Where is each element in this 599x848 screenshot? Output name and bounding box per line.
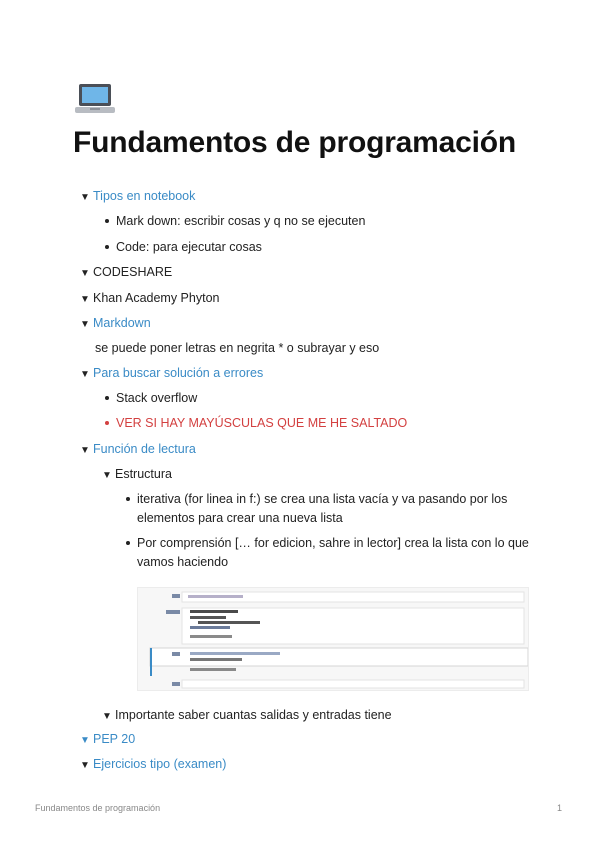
- errores-heading[interactable]: Para buscar solución a errores: [93, 366, 264, 380]
- list-item: Mark down: escribir cosas y q no se ejecuten: [116, 214, 366, 228]
- tipos-heading[interactable]: Tipos en notebook: [93, 189, 196, 203]
- triangle-down-icon: ▼: [80, 268, 90, 279]
- bullet-icon: [105, 245, 109, 249]
- bullet-icon: [105, 219, 109, 223]
- toggle-ejercicios[interactable]: [80, 756, 226, 774]
- triangle-down-icon: ▼: [80, 192, 90, 203]
- notebook-screenshot: [137, 587, 529, 691]
- toggle-tipos[interactable]: [80, 188, 195, 206]
- triangle-down-icon: ▼: [80, 319, 90, 330]
- laptop-icon: [74, 82, 116, 116]
- footer-title: Fundamentos de programación: [35, 803, 161, 813]
- toggle-lectura[interactable]: [80, 441, 196, 459]
- toggle-estructura[interactable]: [102, 466, 172, 484]
- page-number: 1: [557, 803, 563, 813]
- triangle-down-icon: ▼: [80, 760, 90, 771]
- ejercicios-heading[interactable]: Ejercicios tipo (examen): [93, 757, 227, 771]
- lectura-heading[interactable]: Función de lectura: [93, 442, 196, 456]
- triangle-down-icon: ▼: [80, 294, 90, 305]
- list-item-alert: VER SI HAY MAYÚSCULAS QUE ME HE SALTADO: [116, 416, 408, 430]
- list-item: iterativa (for linea in f:) se crea una lista vacía y va pasando por los: [137, 492, 508, 506]
- toggle-importante[interactable]: [102, 707, 392, 725]
- toggle-markdown[interactable]: [80, 315, 151, 333]
- triangle-down-icon: ▼: [102, 470, 112, 481]
- list-item: Code: para ejecutar cosas: [116, 240, 262, 254]
- list-item-continued: elementos para crear una nueva lista: [137, 511, 343, 525]
- markdown-heading[interactable]: Markdown: [93, 316, 151, 330]
- bullet-icon: [126, 497, 130, 501]
- markdown-text: se puede poner letras en negrita * o subrayar y eso: [95, 341, 380, 355]
- importante-heading: Importante saber cuantas salidas y entradas tiene: [115, 708, 392, 722]
- page-title: Fundamentos de programación: [73, 126, 516, 159]
- toggle-pep[interactable]: [80, 731, 135, 749]
- list-item: Por comprensión [… for edicion, sahre in lector] crea la lista con lo que: [137, 536, 529, 550]
- codeshare-heading: CODESHARE: [93, 265, 173, 279]
- pep-heading[interactable]: PEP 20: [93, 732, 136, 746]
- list-item-continued: vamos haciendo: [137, 555, 229, 569]
- toggle-codeshare[interactable]: [80, 264, 172, 282]
- toggle-errores[interactable]: [80, 365, 263, 383]
- notebook-cells-image: [138, 588, 528, 690]
- bullet-icon: [126, 541, 130, 545]
- bullet-icon: [105, 396, 109, 400]
- khan-heading: Khan Academy Phyton: [93, 291, 220, 305]
- triangle-down-icon: ▼: [80, 445, 90, 456]
- bullet-icon: [105, 421, 109, 425]
- list-item: Stack overflow: [116, 391, 198, 405]
- triangle-down-icon: ▼: [102, 711, 112, 722]
- estructura-heading: Estructura: [115, 467, 172, 481]
- toggle-khan[interactable]: [80, 290, 219, 308]
- triangle-down-icon: ▼: [80, 735, 90, 746]
- triangle-down-icon: ▼: [80, 369, 90, 380]
